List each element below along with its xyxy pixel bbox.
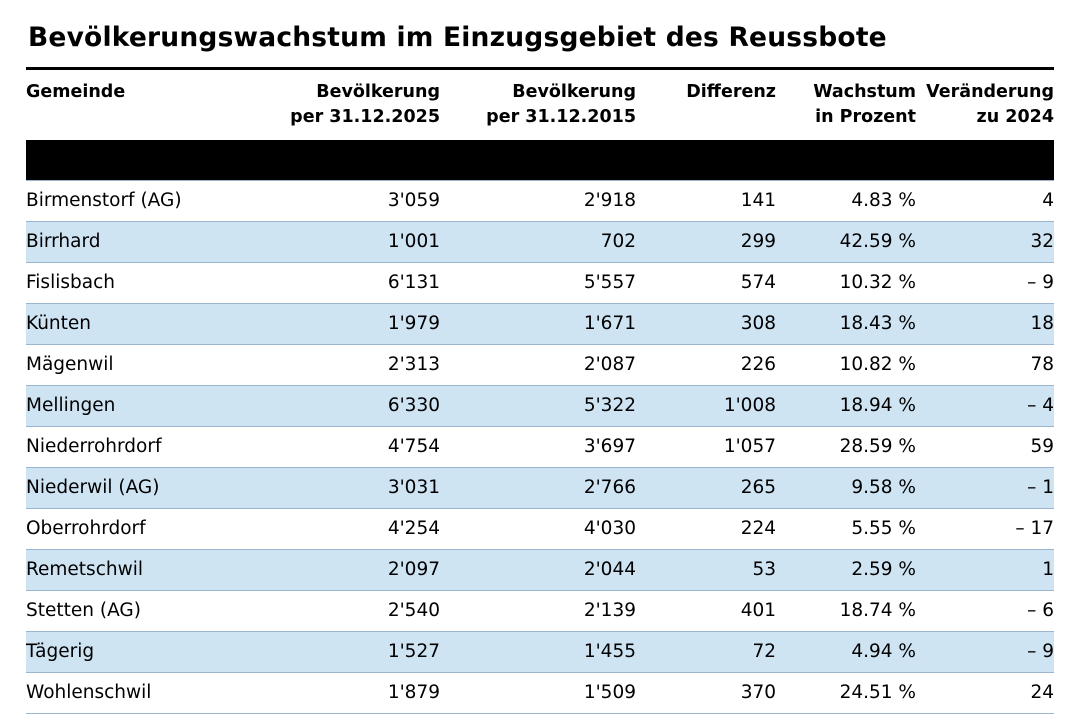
cell-pop2015: 3'697 xyxy=(440,426,636,467)
cell-gemeinde: Birrhard xyxy=(26,221,244,262)
table-row xyxy=(26,549,1054,590)
cell-gemeinde: Remetschwil xyxy=(26,549,244,590)
cell-veraenderung: 24 xyxy=(916,672,1054,713)
table-row xyxy=(26,385,1054,426)
cell-pop2025: 3'031 xyxy=(244,467,440,508)
table-row xyxy=(26,262,1054,303)
cell-wachstum: 9.58 % xyxy=(776,467,916,508)
cell-pop2025: 6'330 xyxy=(244,385,440,426)
cell-gemeinde: Birmenstorf (AG) xyxy=(26,180,244,221)
header-rule xyxy=(26,140,1054,181)
cell-gemeinde: Niederrohrdorf xyxy=(26,426,244,467)
cell-pop2015: 1'455 xyxy=(440,631,636,672)
column-header-veraenderung xyxy=(916,70,1054,140)
cell-veraenderung: 1 xyxy=(916,549,1054,590)
cell-wachstum: 10.82 % xyxy=(776,344,916,385)
column-header-pop2015-line1: Bevölkerung xyxy=(512,82,636,102)
cell-veraenderung: – 1 xyxy=(916,467,1054,508)
cell-pop2015: 1'671 xyxy=(440,303,636,344)
cell-differenz: 265 xyxy=(636,467,776,508)
column-header-gemeinde xyxy=(26,70,244,140)
cell-wachstum: 18.94 % xyxy=(776,385,916,426)
column-header-wachstum xyxy=(776,70,916,140)
cell-veraenderung: – 9 xyxy=(916,262,1054,303)
cell-veraenderung: – 9 xyxy=(916,631,1054,672)
cell-differenz: 370 xyxy=(636,672,776,713)
cell-wachstum: 28.59 % xyxy=(776,426,916,467)
cell-pop2025: 3'059 xyxy=(244,180,440,221)
table-row xyxy=(26,467,1054,508)
cell-veraenderung: 59 xyxy=(916,426,1054,467)
cell-wachstum: 10.32 % xyxy=(776,262,916,303)
cell-veraenderung: 18 xyxy=(916,303,1054,344)
table-row xyxy=(26,672,1054,713)
column-header-wachstum-line2: in Prozent xyxy=(815,106,916,127)
cell-wachstum: 4.94 % xyxy=(776,631,916,672)
cell-pop2025: 4'754 xyxy=(244,426,440,467)
cell-differenz: 1'057 xyxy=(636,426,776,467)
cell-gemeinde: Oberrohrdorf xyxy=(26,508,244,549)
table-row xyxy=(26,508,1054,549)
cell-differenz: 224 xyxy=(636,508,776,549)
cell-gemeinde: Mägenwil xyxy=(26,344,244,385)
column-header-veraenderung-line2: zu 2024 xyxy=(976,106,1054,127)
table-row xyxy=(26,631,1054,672)
cell-veraenderung: – 4 xyxy=(916,385,1054,426)
cell-differenz: 1'008 xyxy=(636,385,776,426)
column-header-pop2015 xyxy=(440,70,636,140)
cell-gemeinde: Wohlenschwil xyxy=(26,672,244,713)
column-header-wachstum-line1: Wachstum xyxy=(813,82,916,102)
cell-pop2025: 4'254 xyxy=(244,508,440,549)
table-row xyxy=(26,180,1054,221)
cell-gemeinde: Tägerig xyxy=(26,631,244,672)
cell-pop2015: 5'322 xyxy=(440,385,636,426)
cell-veraenderung: 78 xyxy=(916,344,1054,385)
cell-gemeinde: Niederwil (AG) xyxy=(26,467,244,508)
column-header-pop2025 xyxy=(244,70,440,140)
cell-differenz: 574 xyxy=(636,262,776,303)
cell-pop2015: 2'139 xyxy=(440,590,636,631)
table-body xyxy=(26,180,1054,713)
cell-veraenderung: 32 xyxy=(916,221,1054,262)
cell-wachstum: 18.74 % xyxy=(776,590,916,631)
cell-wachstum: 5.55 % xyxy=(776,508,916,549)
cell-wachstum: 18.43 % xyxy=(776,303,916,344)
cell-veraenderung: – 17 xyxy=(916,508,1054,549)
cell-pop2015: 2'918 xyxy=(440,180,636,221)
table-row xyxy=(26,221,1054,262)
cell-pop2015: 2'766 xyxy=(440,467,636,508)
cell-gemeinde: Fislisbach xyxy=(26,262,244,303)
cell-differenz: 53 xyxy=(636,549,776,590)
table-row xyxy=(26,426,1054,467)
cell-pop2025: 1'979 xyxy=(244,303,440,344)
column-header-differenz-line1: Differenz xyxy=(686,82,776,102)
column-header-pop2025-line2: per 31.12.2025 xyxy=(290,106,440,127)
cell-wachstum: 42.59 % xyxy=(776,221,916,262)
population-growth-table xyxy=(26,70,1054,714)
cell-differenz: 299 xyxy=(636,221,776,262)
page-title: Bevölkerungswachstum im Einzugsgebiet des Reussbote xyxy=(28,22,887,53)
cell-differenz: 308 xyxy=(636,303,776,344)
cell-differenz: 141 xyxy=(636,180,776,221)
cell-pop2025: 1'001 xyxy=(244,221,440,262)
column-header-gemeinde-line1: Gemeinde xyxy=(26,82,126,102)
cell-gemeinde: Künten xyxy=(26,303,244,344)
cell-differenz: 226 xyxy=(636,344,776,385)
cell-pop2015: 1'509 xyxy=(440,672,636,713)
cell-pop2015: 702 xyxy=(440,221,636,262)
cell-differenz: 401 xyxy=(636,590,776,631)
cell-wachstum: 24.51 % xyxy=(776,672,916,713)
cell-pop2015: 2'044 xyxy=(440,549,636,590)
cell-differenz: 72 xyxy=(636,631,776,672)
cell-pop2015: 4'030 xyxy=(440,508,636,549)
header-row xyxy=(26,70,1054,140)
cell-pop2025: 2'313 xyxy=(244,344,440,385)
table-row xyxy=(26,303,1054,344)
cell-pop2025: 1'879 xyxy=(244,672,440,713)
cell-pop2015: 2'087 xyxy=(440,344,636,385)
header-rule-cell xyxy=(26,140,1054,181)
cell-wachstum: 2.59 % xyxy=(776,549,916,590)
cell-veraenderung: 4 xyxy=(916,180,1054,221)
cell-pop2025: 2'540 xyxy=(244,590,440,631)
cell-pop2025: 6'131 xyxy=(244,262,440,303)
table-head xyxy=(26,70,1054,180)
cell-pop2025: 2'097 xyxy=(244,549,440,590)
column-header-differenz xyxy=(636,70,776,140)
cell-gemeinde: Stetten (AG) xyxy=(26,590,244,631)
cell-veraenderung: – 6 xyxy=(916,590,1054,631)
cell-gemeinde: Mellingen xyxy=(26,385,244,426)
cell-wachstum: 4.83 % xyxy=(776,180,916,221)
column-header-pop2025-line1: Bevölkerung xyxy=(316,82,440,102)
table-row xyxy=(26,590,1054,631)
table-row xyxy=(26,344,1054,385)
cell-pop2025: 1'527 xyxy=(244,631,440,672)
column-header-pop2015-line2: per 31.12.2015 xyxy=(486,106,636,127)
cell-pop2015: 5'557 xyxy=(440,262,636,303)
column-header-veraenderung-line1: Veränderung xyxy=(926,82,1054,102)
